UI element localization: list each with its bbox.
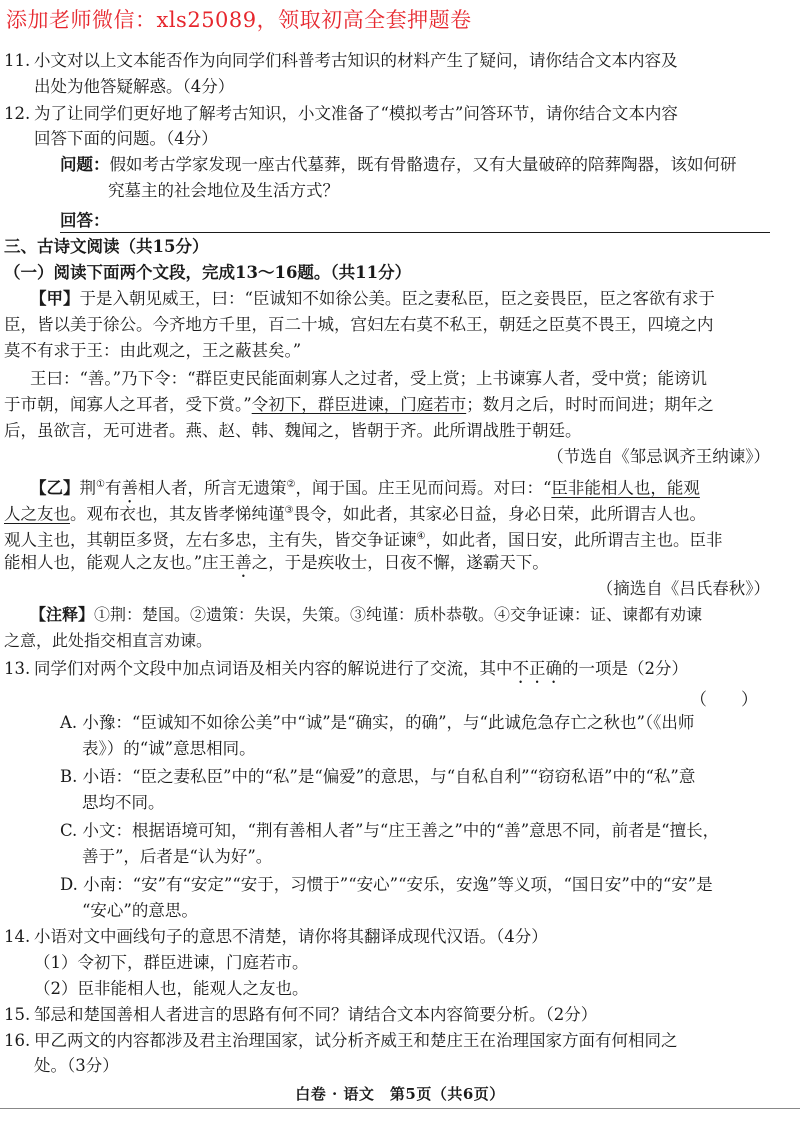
q12-answer-label: 回答： — [60, 211, 110, 230]
q11-line1: 小文对以上文本能否作为向同学们科普考古知识的材料产生了疑问，请你结合文本内容及 — [34, 51, 678, 70]
jia-line2: 臣，皆以美于徐公。今齐地方千里，百二十城，宫妇左右莫不私王，朝廷之臣莫不畏王，四境之内 — [4, 315, 714, 334]
q14-number: 14. — [4, 927, 31, 946]
q12-line1: 为了让同学们更好地了解考古知识，小文准备了“模拟考古”问答环节，请你结合文本内容 — [34, 104, 678, 123]
yi-line3: 观人主也，其朝臣多贤，左右多忠，主有失，皆交争证谏④，如此者，国日安，此所谓吉主也。臣非 — [4, 530, 723, 550]
yi-line2: 人之友也。观布衣也，其友皆孝悌纯谨③畏令，如此者，其家必日益，身必日荣，此所谓吉人也。 — [4, 504, 706, 524]
jia-line5: 于市朝，闻寡人之耳者，受下赏。”令初下，群臣进谏，门庭若市；数月之后，时时而间进；期年之 — [4, 395, 714, 414]
q12-line2: 回答下面的问题。（4分） — [34, 129, 218, 148]
q11-line2: 出处为他答疑解惑。（4分） — [34, 77, 235, 96]
notes-line2: 之意，此处指交相直言劝谏。 — [4, 631, 213, 650]
q12-question-label: 问题： — [60, 155, 110, 174]
q13-number: 13. — [4, 659, 31, 678]
q12-question — [60, 154, 737, 176]
q15-number: 15. — [4, 1005, 31, 1024]
underlined-sentence-2a: 臣非能相人也，能观 — [551, 478, 700, 498]
notes-line1: 【注释】①荆：楚国。②遗策：失误，失策。③纯谨：质朴恭敬。④交争证谏：证、谏都有劝谏 — [30, 605, 703, 624]
q13-answer-paren: （ ） — [690, 690, 758, 710]
q12-question-line1: 假如考古学家发现一座古代墓葬，既有骨骼遗存，又有大量破碎的陪葬陶器，该如何研 — [109, 155, 737, 174]
yi-label: 【乙】 — [30, 478, 80, 498]
notes-label: 【注释】 — [30, 605, 95, 624]
q13-option-a-line1: A. 小豫：“臣诚知不如徐公美”中“诚”是“确实，的确”，与“此诚危急存亡之秋也”（《出师 — [60, 713, 695, 732]
jia-line1: 【甲】于是入朝见威王，曰：“臣诚知不如徐公美。臣之妻私臣，臣之妾畏臣，臣之客欲有求于 — [30, 289, 715, 308]
q16-line1: 甲乙两文的内容都涉及君主治理国家，试分析齐威王和楚庄王在治理国家方面有何相同之 — [34, 1031, 678, 1050]
q16-line2: 处。（3分） — [34, 1056, 119, 1075]
q13-option-b-line2: 思均不同。 — [82, 793, 165, 812]
q13-option-b-line1: B. 小语：“臣之妻私臣”中的“私”是“偏爱”的意思，与“自私自利”“窃窃私语”中的“私”意 — [60, 767, 696, 786]
q16-number: 16. — [4, 1031, 31, 1050]
q12-question-line2: 究墓主的社会地位及生活方式？ — [108, 181, 339, 200]
answer-blank-line — [60, 232, 770, 233]
section3-subtitle: （一）阅读下面两个文段，完成13～16题。（共11分） — [4, 263, 412, 282]
q14-sentence1: （1）令初下，群臣进谏，门庭若市。 — [34, 953, 309, 972]
q13-option-a-line2: 表》）的“诚”意思相同。 — [82, 739, 256, 758]
jia-line4: 王曰：“善。”乃下令：“群臣吏民能面刺寡人之过者，受上赏；上书谏寡人者，受中赏；能谤讥 — [30, 369, 708, 388]
bottom-divider — [0, 1108, 800, 1109]
q13-stem: 同学们对两个文段中加点词语及相关内容的解说进行了交流，其中不正确的一项是（2分） — [34, 659, 688, 678]
yi-source: （摘选自《吕氏春秋》） — [596, 579, 770, 598]
q13-option-c-line2: 善于”，后者是“认为好”。 — [82, 847, 273, 866]
yi-line1: 【乙】荆①有善相人者，所言无遗策②，闻于国。庄王见而问焉。对曰：“臣非能相人也，能观 — [30, 478, 700, 498]
jia-line6: 后，虽欲言，无可进者。燕、赵、韩、魏闻之，皆朝于齐。此所谓战胜于朝廷。 — [4, 421, 582, 440]
q14-sentence2: （2）臣非能相人也，能观人之友也。 — [34, 979, 309, 998]
q13-option-d-line1: D. 小南：“安”有“安定”“安于，习惯于”“安心”“安乐，安逸”等义项，“国日安”中的“安”是 — [60, 875, 713, 894]
q14-stem: 小语对文中画线句子的意思不清楚，请你将其翻译成现代汉语。（4分） — [34, 927, 548, 946]
q15-stem: 邹忌和楚国善相人者进言的思路有何不同？请结合文本内容简要分析。（2分） — [34, 1005, 598, 1024]
watermark-text: 添加老师微信：xls25089，领取初高全套押题卷 — [6, 8, 472, 32]
jia-line3: 莫不有求于王：由此观之，王之蔽甚矣。” — [4, 341, 302, 360]
q11-number: 11. — [4, 51, 31, 70]
q13-option-d-line2: “安心”的意思。 — [82, 901, 198, 920]
emphasis-bu-zheng-que: 不正确 — [512, 659, 562, 678]
q12-number: 12. — [4, 104, 31, 123]
yi-line4: 能相人也，能观人之友也。”庄王善之，于是疾收士，日夜不懈，遂霸天下。 — [4, 553, 549, 572]
dotted-char-shan-2: 善 — [235, 553, 252, 572]
underlined-sentence-1: 令初下，群臣进谏，门庭若市 — [251, 395, 467, 414]
jia-label: 【甲】 — [30, 289, 80, 308]
underlined-sentence-2b: 人之友也 — [4, 504, 70, 524]
dotted-char-shan: 善 — [121, 478, 138, 498]
section3-title: 三、古诗文阅读（共15分） — [4, 237, 209, 256]
q13-option-c-line1: C. 小文：根据语境可知，“荆有善相人者”与“庄王善之”中的“善”意思不同，前者是“擅长， — [60, 821, 720, 840]
page-footer: 白卷 · 语文 第5页（共6页） — [295, 1085, 505, 1103]
jia-source: （节选自《邹忌讽齐王纳谏》） — [547, 447, 770, 466]
